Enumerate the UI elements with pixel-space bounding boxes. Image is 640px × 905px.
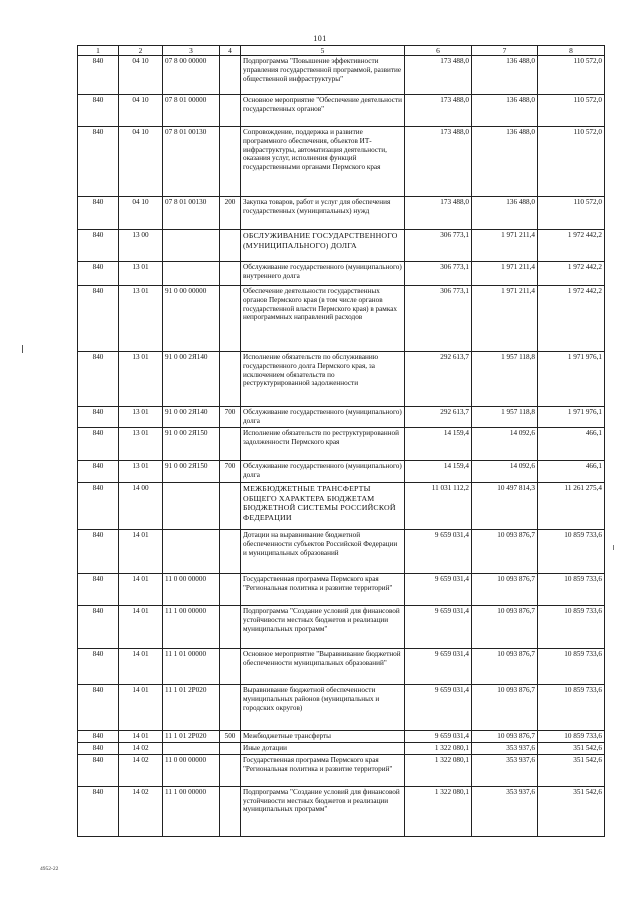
target-article-cell [163, 530, 220, 574]
target-article-cell [163, 743, 220, 755]
column-header: 8 [538, 46, 605, 56]
expense-type-cell [220, 95, 241, 127]
target-article-cell: 91 0 00 00000 [163, 286, 220, 352]
target-article-cell: 91 0 00 2Я150 [163, 461, 220, 483]
gov-code-cell: 840 [78, 461, 119, 483]
description-cell: Исполнение обязательств по обслуживанию государственного долга Пермского края, за исключением обязательств по реструктурированной задолженности [241, 352, 405, 407]
section-code-cell: 13 01 [119, 428, 163, 461]
table-row [78, 574, 605, 606]
amount-year2-cell: 353 937,6 [472, 743, 538, 755]
amount-year2-cell: 10 093 876,7 [472, 649, 538, 685]
amount-year3-cell: 10 859 733,6 [538, 574, 605, 606]
expense-type-cell [220, 262, 241, 286]
table-row [78, 56, 605, 95]
table-row [78, 286, 605, 352]
table-row [78, 649, 605, 685]
expense-type-cell [220, 127, 241, 197]
section-code-cell: 13 01 [119, 461, 163, 483]
target-article-cell: 11 1 00 00000 [163, 606, 220, 649]
amount-year2-cell: 1 971 211,4 [472, 262, 538, 286]
expense-type-cell [220, 286, 241, 352]
gov-code-cell: 840 [78, 230, 119, 262]
table-row [78, 197, 605, 230]
gov-code-cell: 840 [78, 407, 119, 428]
target-article-cell: 07 8 00 00000 [163, 56, 220, 95]
expense-type-cell: 500 [220, 731, 241, 743]
amount-year3-cell: 1 972 442,2 [538, 230, 605, 262]
description-cell: Выравнивание бюджетной обеспеченности муниципальных районов (муниципальных и городских округов) [241, 685, 405, 731]
target-article-cell: 11 0 00 00000 [163, 754, 220, 786]
amount-year2-cell: 10 093 876,7 [472, 606, 538, 649]
section-code-cell: 14 01 [119, 685, 163, 731]
amount-year2-cell: 136 488,0 [472, 127, 538, 197]
section-code-cell: 14 02 [119, 786, 163, 836]
amount-year2-cell: 353 937,6 [472, 754, 538, 786]
target-article-cell: 91 0 00 2Я150 [163, 428, 220, 461]
amount-year2-cell: 136 488,0 [472, 56, 538, 95]
table-row [78, 731, 605, 743]
target-article-cell: 07 8 01 00130 [163, 197, 220, 230]
table-row [78, 786, 605, 836]
gov-code-cell: 840 [78, 786, 119, 836]
amount-year2-cell: 136 488,0 [472, 197, 538, 230]
gov-code-cell: 840 [78, 127, 119, 197]
column-header: 7 [472, 46, 538, 56]
table-row [78, 743, 605, 755]
margin-mark [22, 345, 23, 353]
table-row [78, 685, 605, 731]
amount-year3-cell: 10 859 733,6 [538, 649, 605, 685]
target-article-cell [163, 483, 220, 530]
header-row [78, 46, 605, 56]
gov-code-cell: 840 [78, 428, 119, 461]
amount-year1-cell: 14 159,4 [405, 428, 472, 461]
section-code-cell: 04 10 [119, 56, 163, 95]
target-article-cell: 11 1 01 00000 [163, 649, 220, 685]
section-code-cell: 13 00 [119, 230, 163, 262]
table-row [78, 262, 605, 286]
amount-year2-cell: 136 488,0 [472, 95, 538, 127]
table-row [78, 95, 605, 127]
amount-year3-cell: 110 572,0 [538, 95, 605, 127]
gov-code-cell: 840 [78, 530, 119, 574]
description-cell: Государственная программа Пермского края "Региональная политика и развитие территорий" [241, 574, 405, 606]
amount-year3-cell: 10 859 733,6 [538, 685, 605, 731]
target-article-cell: 07 8 01 00000 [163, 95, 220, 127]
section-code-cell: 13 01 [119, 286, 163, 352]
amount-year2-cell: 353 937,6 [472, 786, 538, 836]
column-header: 5 [241, 46, 405, 56]
gov-code-cell: 840 [78, 483, 119, 530]
amount-year2-cell: 14 092,6 [472, 461, 538, 483]
description-cell: Дотации на выравнивание бюджетной обеспеченности субъектов Российской Федерации и муниципальных образований [241, 530, 405, 574]
table-row [78, 461, 605, 483]
gov-code-cell: 840 [78, 649, 119, 685]
target-article-cell [163, 230, 220, 262]
target-article-cell: 07 8 01 00130 [163, 127, 220, 197]
table-row [78, 606, 605, 649]
amount-year3-cell: 351 542,6 [538, 786, 605, 836]
amount-year1-cell: 306 773,1 [405, 262, 472, 286]
expense-type-cell: 700 [220, 461, 241, 483]
expense-type-cell [220, 754, 241, 786]
description-cell: Исполнение обязательств по реструктурированной задолженности Пермского края [241, 428, 405, 461]
description-cell: Обслуживание государственного (муниципального) внутреннего долга [241, 262, 405, 286]
amount-year1-cell: 1 322 080,1 [405, 786, 472, 836]
description-cell: Подпрограмма "Создание условий для финансовой устойчивости местных бюджетов и реализации муниципальных программ" [241, 786, 405, 836]
amount-year2-cell: 14 092,6 [472, 428, 538, 461]
amount-year1-cell: 292 613,7 [405, 407, 472, 428]
section-code-cell: 04 10 [119, 95, 163, 127]
column-header: 2 [119, 46, 163, 56]
table-row [78, 483, 605, 530]
description-cell: Межбюджетные трансферты [241, 731, 405, 743]
expense-type-cell [220, 685, 241, 731]
description-cell: Подпрограмма "Повышение эффективности управления государственной программой, развитие общественной инфраструктуры" [241, 56, 405, 95]
amount-year3-cell: 110 572,0 [538, 197, 605, 230]
amount-year3-cell: 351 542,6 [538, 754, 605, 786]
column-header: 6 [405, 46, 472, 56]
section-code-cell: 14 01 [119, 606, 163, 649]
amount-year1-cell: 11 031 112,2 [405, 483, 472, 530]
expense-type-cell [220, 574, 241, 606]
target-article-cell: 11 0 00 00000 [163, 574, 220, 606]
amount-year1-cell: 306 773,1 [405, 286, 472, 352]
expense-type-cell [220, 743, 241, 755]
budget-table [77, 45, 605, 837]
amount-year1-cell: 9 659 031,4 [405, 649, 472, 685]
amount-year1-cell: 1 322 080,1 [405, 754, 472, 786]
amount-year2-cell: 10 093 876,7 [472, 574, 538, 606]
amount-year3-cell: 466,1 [538, 461, 605, 483]
amount-year1-cell: 9 659 031,4 [405, 731, 472, 743]
amount-year1-cell: 173 488,0 [405, 95, 472, 127]
amount-year2-cell: 1 957 118,8 [472, 407, 538, 428]
description-cell: Закупка товаров, работ и услуг для обеспечения государственных (муниципальных) нужд [241, 197, 405, 230]
description-cell: Сопровождение, поддержка и развитие программного обеспечения, объектов ИТ-инфраструктуры, автоматизация деятельности, оказания услуг, исполнения функций государственными органами Пермского края [241, 127, 405, 197]
footer-code: 4952-22 [40, 866, 59, 872]
column-header: 1 [78, 46, 119, 56]
section-code-cell: 14 01 [119, 530, 163, 574]
amount-year1-cell: 9 659 031,4 [405, 685, 472, 731]
target-article-cell: 11 1 01 2Р020 [163, 685, 220, 731]
table-row [78, 127, 605, 197]
gov-code-cell: 840 [78, 606, 119, 649]
amount-year3-cell: 351 542,6 [538, 743, 605, 755]
section-code-cell: 13 01 [119, 407, 163, 428]
section-code-cell: 14 02 [119, 743, 163, 755]
description-cell: Основное мероприятие "Выравнивание бюджетной обеспеченности муниципальных образований" [241, 649, 405, 685]
section-code-cell: 14 02 [119, 754, 163, 786]
gov-code-cell: 840 [78, 352, 119, 407]
amount-year3-cell: 1 972 442,2 [538, 286, 605, 352]
amount-year2-cell: 10 093 876,7 [472, 685, 538, 731]
table-row [78, 352, 605, 407]
amount-year3-cell: 1 972 442,2 [538, 262, 605, 286]
description-cell: ОБСЛУЖИВАНИЕ ГОСУДАРСТВЕННОГО (МУНИЦИПАЛЬНОГО) ДОЛГА [241, 230, 405, 262]
description-cell: Государственная программа Пермского края "Региональная политика и развитие территорий" [241, 754, 405, 786]
expense-type-cell [220, 649, 241, 685]
amount-year2-cell: 1 971 211,4 [472, 286, 538, 352]
section-code-cell: 04 10 [119, 127, 163, 197]
expense-type-cell [220, 530, 241, 574]
amount-year2-cell: 10 093 876,7 [472, 530, 538, 574]
amount-year3-cell: 110 572,0 [538, 127, 605, 197]
amount-year3-cell: 466,1 [538, 428, 605, 461]
expense-type-cell [220, 786, 241, 836]
amount-year2-cell: 10 497 814,3 [472, 483, 538, 530]
column-header: 4 [220, 46, 241, 56]
description-cell: Иные дотации [241, 743, 405, 755]
amount-year2-cell: 1 971 211,4 [472, 230, 538, 262]
expense-type-cell: 200 [220, 197, 241, 230]
description-cell: Подпрограмма "Создание условий для финансовой устойчивости местных бюджетов и реализации муниципальных программ" [241, 606, 405, 649]
amount-year1-cell: 173 488,0 [405, 56, 472, 95]
amount-year1-cell: 306 773,1 [405, 230, 472, 262]
section-code-cell: 13 01 [119, 262, 163, 286]
gov-code-cell: 840 [78, 197, 119, 230]
amount-year1-cell: 173 488,0 [405, 127, 472, 197]
section-code-cell: 14 01 [119, 574, 163, 606]
description-cell: Обслуживание государственного (муниципального) долга [241, 461, 405, 483]
table-row [78, 530, 605, 574]
table-row [78, 754, 605, 786]
table-row [78, 428, 605, 461]
gov-code-cell: 840 [78, 56, 119, 95]
page-number: 101 [313, 34, 327, 43]
target-article-cell [163, 262, 220, 286]
amount-year3-cell: 1 971 976,1 [538, 407, 605, 428]
gov-code-cell: 840 [78, 95, 119, 127]
amount-year1-cell: 1 322 080,1 [405, 743, 472, 755]
gov-code-cell: 840 [78, 754, 119, 786]
amount-year1-cell: 292 613,7 [405, 352, 472, 407]
target-article-cell: 91 0 00 2Я140 [163, 352, 220, 407]
amount-year1-cell: 9 659 031,4 [405, 574, 472, 606]
expense-type-cell [220, 352, 241, 407]
section-code-cell: 14 00 [119, 483, 163, 530]
amount-year3-cell: 10 859 733,6 [538, 530, 605, 574]
gov-code-cell: 840 [78, 731, 119, 743]
expense-type-cell [220, 428, 241, 461]
margin-mark [613, 545, 614, 550]
gov-code-cell: 840 [78, 743, 119, 755]
expense-type-cell [220, 56, 241, 95]
amount-year3-cell: 1 971 976,1 [538, 352, 605, 407]
target-article-cell: 11 1 01 2Р020 [163, 731, 220, 743]
table-row [78, 407, 605, 428]
amount-year1-cell: 9 659 031,4 [405, 530, 472, 574]
amount-year1-cell: 9 659 031,4 [405, 606, 472, 649]
gov-code-cell: 840 [78, 262, 119, 286]
expense-type-cell [220, 483, 241, 530]
expense-type-cell: 700 [220, 407, 241, 428]
section-code-cell: 14 01 [119, 649, 163, 685]
amount-year3-cell: 11 261 275,4 [538, 483, 605, 530]
section-code-cell: 04 10 [119, 197, 163, 230]
description-cell: Обслуживание государственного (муниципального) долга [241, 407, 405, 428]
gov-code-cell: 840 [78, 574, 119, 606]
target-article-cell: 91 0 00 2Я140 [163, 407, 220, 428]
amount-year2-cell: 10 093 876,7 [472, 731, 538, 743]
expense-type-cell [220, 606, 241, 649]
section-code-cell: 13 01 [119, 352, 163, 407]
amount-year2-cell: 1 957 118,8 [472, 352, 538, 407]
description-cell: Обеспечение деятельности государственных органов Пермского края (в том числе органов государственной власти Пермского края) в рамках непрограммных направлений расходов [241, 286, 405, 352]
gov-code-cell: 840 [78, 286, 119, 352]
description-cell: МЕЖБЮДЖЕТНЫЕ ТРАНСФЕРТЫ ОБЩЕГО ХАРАКТЕРА БЮДЖЕТАМ БЮДЖЕТНОЙ СИСТЕМЫ РОССИЙСКОЙ ФЕДЕРАЦИИ [241, 483, 405, 530]
section-code-cell: 14 01 [119, 731, 163, 743]
description-cell: Основное мероприятие "Обеспечение деятельности государственных органов" [241, 95, 405, 127]
target-article-cell: 11 1 00 00000 [163, 786, 220, 836]
column-header: 3 [163, 46, 220, 56]
table-row [78, 230, 605, 262]
expense-type-cell [220, 230, 241, 262]
gov-code-cell: 840 [78, 685, 119, 731]
amount-year1-cell: 173 488,0 [405, 197, 472, 230]
amount-year3-cell: 10 859 733,6 [538, 606, 605, 649]
amount-year1-cell: 14 159,4 [405, 461, 472, 483]
amount-year3-cell: 110 572,0 [538, 56, 605, 95]
amount-year3-cell: 10 859 733,6 [538, 731, 605, 743]
